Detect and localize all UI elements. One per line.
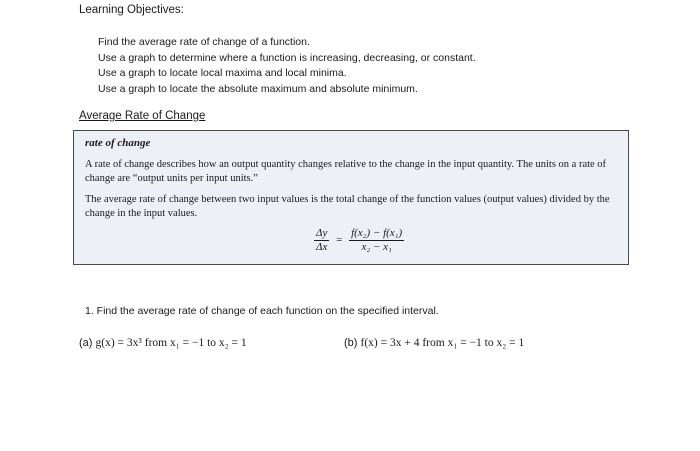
question-part-b bbox=[344, 337, 524, 349]
part-a-label: (a) bbox=[79, 337, 93, 349]
average-rate-formula bbox=[314, 227, 404, 254]
definition-paragraph-2: The average rate of change between two input values is the total change of the function values (output values) divided by the change in the input values. bbox=[85, 194, 610, 219]
part-b-math: f(x) = 3x + 4 from x₁ = −1 to x₂ = 1 bbox=[360, 337, 525, 349]
part-a-math: g(x) = 3x³ from x₁ = −1 to x₂ = 1 bbox=[95, 337, 247, 349]
objective-item: Use a graph to determine where a function is increasing, decreasing, or constant. bbox=[98, 51, 476, 64]
formula-rhs-numerator: f(x₂) − f(x₁) bbox=[351, 227, 403, 239]
objectives-list bbox=[98, 35, 476, 97]
formula-lhs-denominator: Δx bbox=[316, 241, 328, 253]
formula-rhs-fraction bbox=[349, 227, 404, 254]
formula-equals: = bbox=[336, 233, 343, 246]
definition-paragraph-1: A rate of change describes how an output quantity changes relative to the change in the input quantity. The units on a rate of change are “output units per input units.” bbox=[85, 159, 607, 184]
formula-rhs-denominator: x₂ − x₁ bbox=[361, 241, 392, 253]
section-title-average-rate-of-change[interactable]: Average Rate of Change bbox=[79, 110, 206, 122]
definition-box bbox=[73, 130, 629, 265]
question-1-text: 1. Find the average rate of change of each function on the specified interval. bbox=[85, 305, 439, 317]
part-b-label: (b) bbox=[344, 337, 358, 349]
question-part-a bbox=[79, 337, 247, 349]
formula-lhs-numerator: Δy bbox=[316, 227, 328, 239]
learning-objectives-heading: Learning Objectives: bbox=[79, 4, 184, 16]
objective-item: Find the average rate of change of a function. bbox=[98, 36, 310, 48]
objective-item: Use a graph to locate local maxima and local minima. bbox=[98, 67, 347, 79]
objective-item: Use a graph to locate the absolute maximum and absolute minimum. bbox=[98, 82, 418, 95]
definition-term: rate of change bbox=[85, 137, 151, 149]
formula-lhs-fraction bbox=[314, 227, 329, 254]
